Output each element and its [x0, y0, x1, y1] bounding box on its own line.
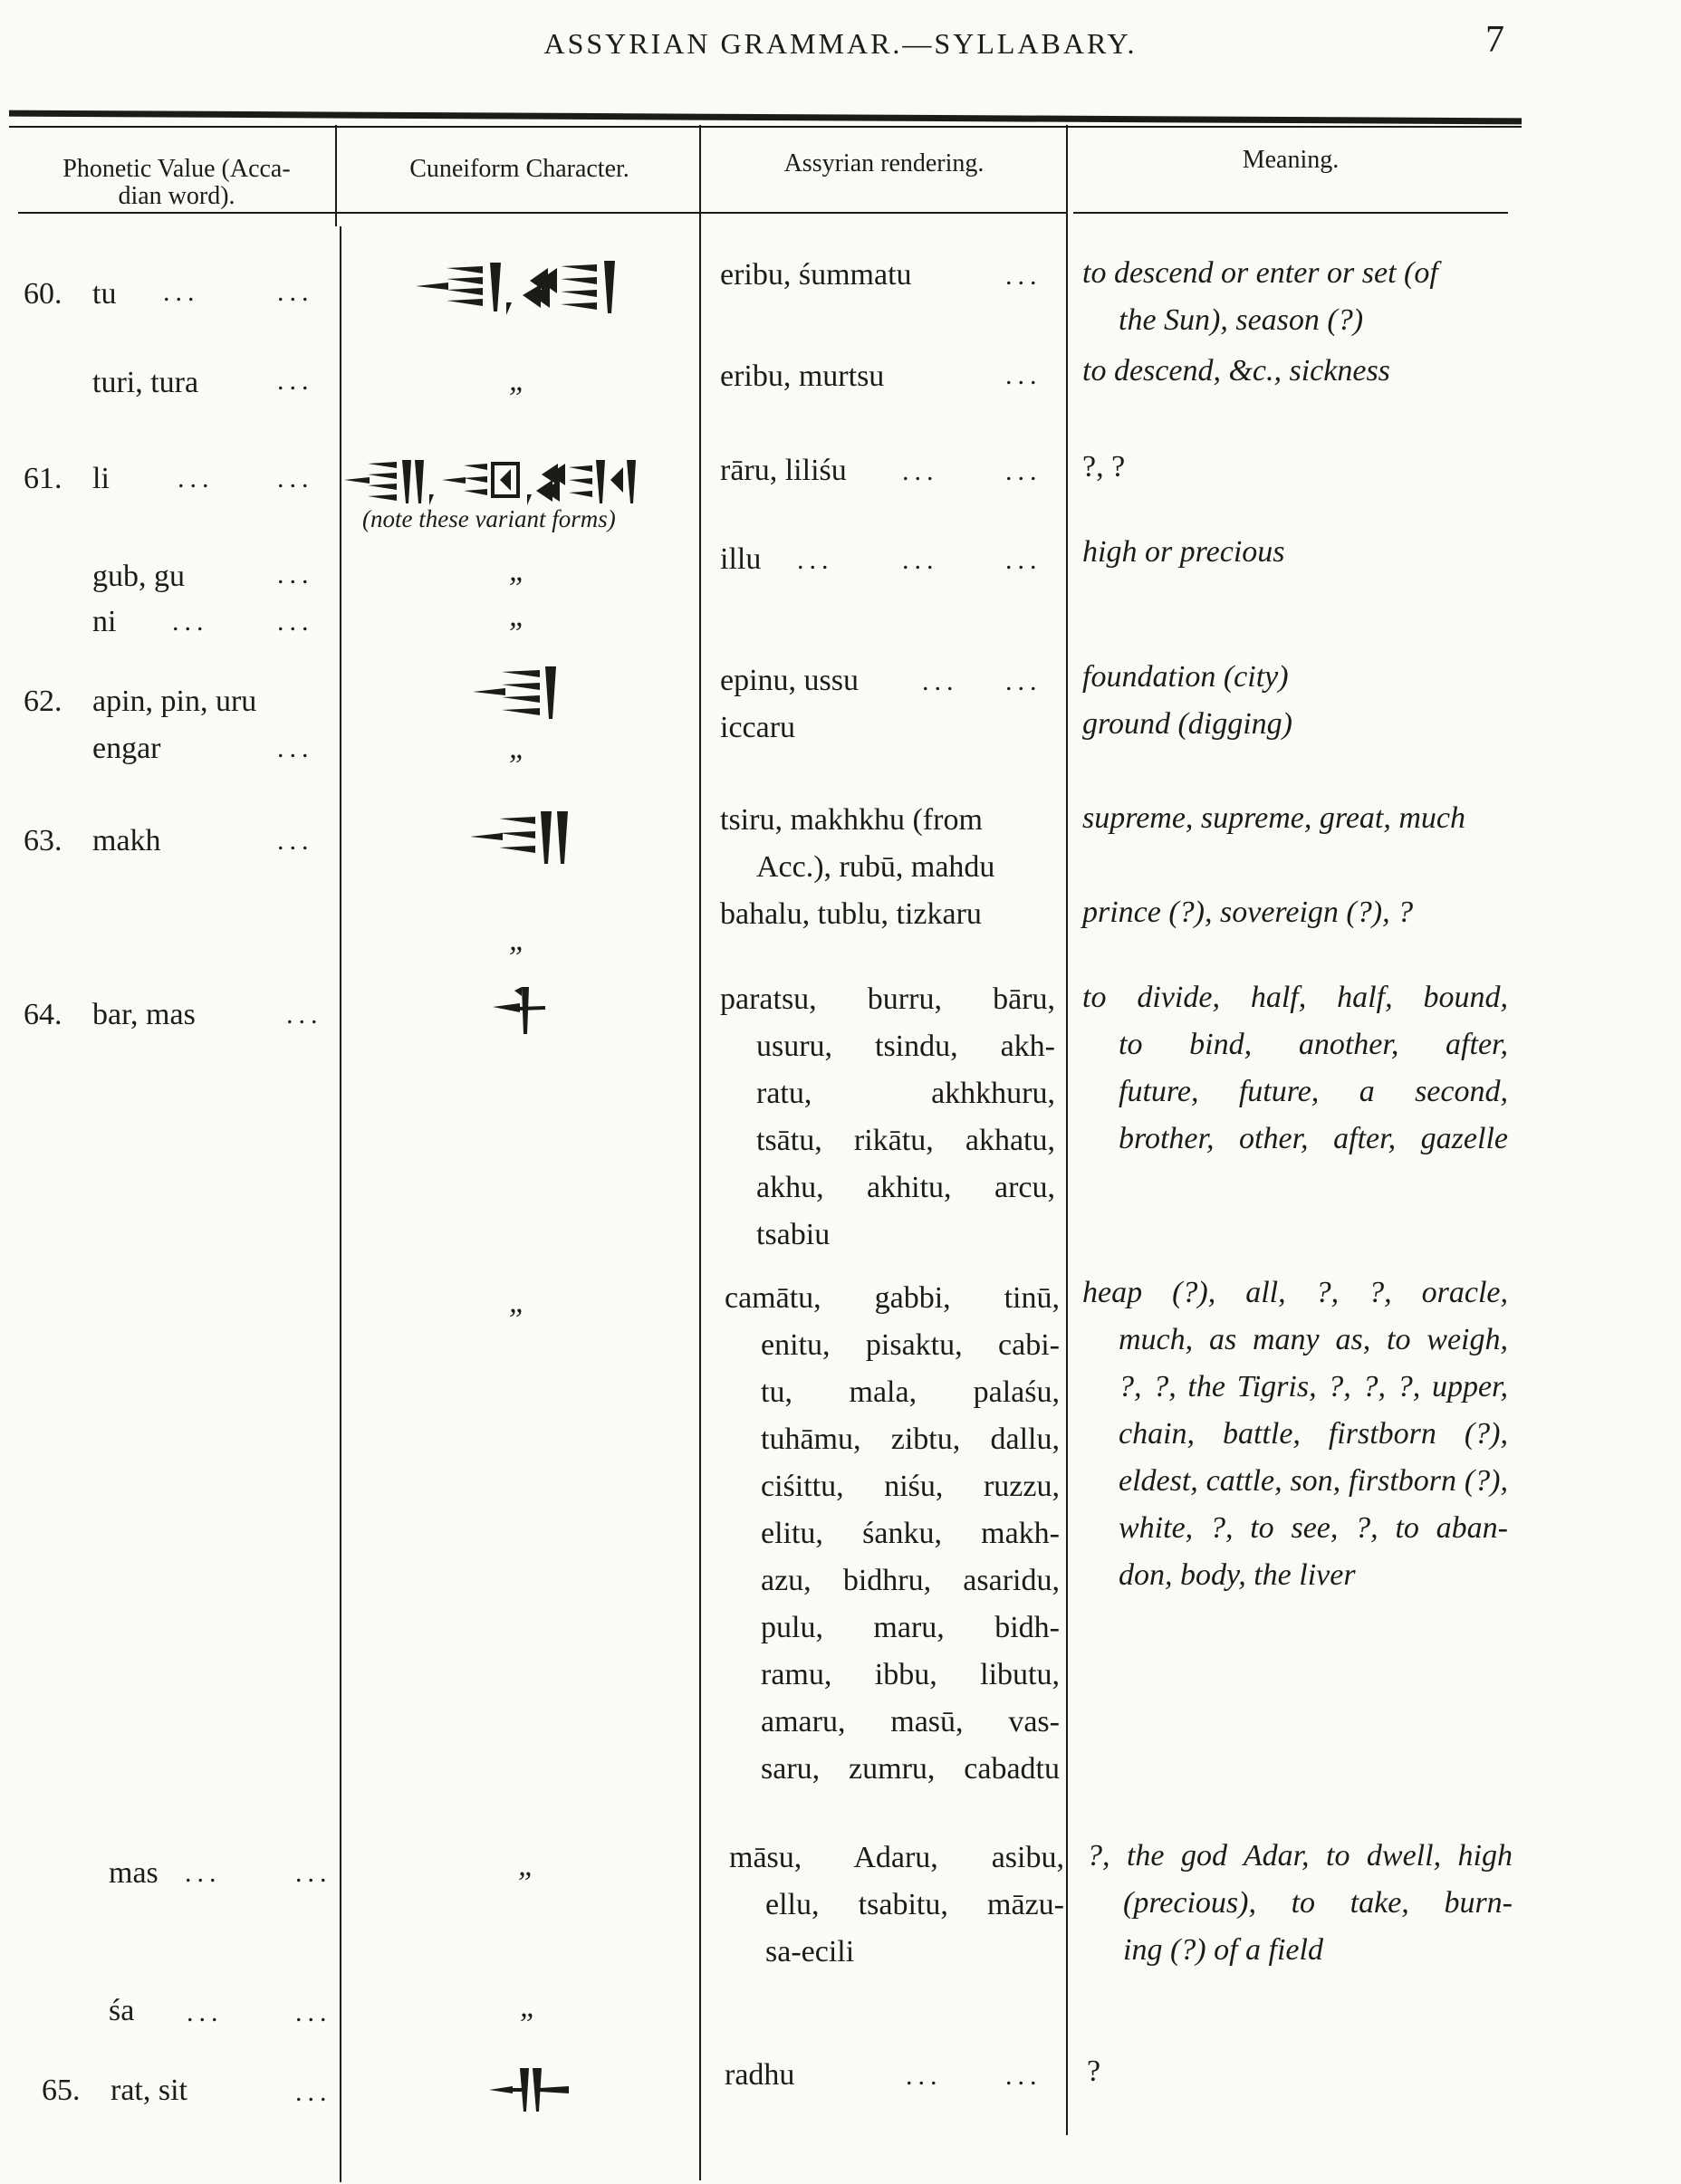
phonetic-entry-64d: śa	[109, 1994, 135, 2027]
ditto-mark: „	[509, 924, 526, 957]
dot-leader: ...	[172, 607, 209, 637]
phonetic-entry-63	[24, 824, 161, 858]
text-line: the Sun), season (?)	[1119, 303, 1364, 337]
phonetic-value: li	[92, 462, 110, 495]
dot-leader: ...	[187, 1997, 224, 2027]
text-line: amaru, masū, vas-	[761, 1705, 1060, 1739]
column-divider-3	[699, 125, 701, 2180]
dot-leader: ...	[1005, 545, 1042, 575]
meaning-64c	[1087, 1833, 1513, 1974]
table-top-rule-thin	[9, 126, 1522, 128]
phonetic-value: makh	[92, 824, 161, 857]
text-line: much, as many as, to weigh,	[1119, 1323, 1508, 1356]
assyrian-rendering-64c	[729, 1834, 1064, 1976]
meaning-61b	[1082, 529, 1508, 576]
dot-leader: ...	[277, 277, 314, 307]
dot-leader: ...	[295, 1858, 332, 1888]
dot-leader: ...	[1005, 666, 1042, 696]
phonetic-entry-62b: engar	[92, 732, 161, 765]
column-header-meaning: Meaning.	[1242, 146, 1340, 174]
meaning-64b	[1082, 1269, 1508, 1599]
text-line: akhu, akhitu, arcu,	[756, 1171, 1055, 1204]
text-line: chain, battle, firstborn (?),	[1119, 1417, 1508, 1451]
text-line: radhu	[725, 2058, 795, 2092]
text-line: ciśittu, niśu, ruzzu,	[761, 1470, 1060, 1503]
entry-number: 65.	[42, 2074, 81, 2107]
text-line: ramu, ibbu, libutu,	[761, 1658, 1060, 1691]
cuneiform-character-64	[489, 983, 552, 1038]
header-underline-assyrian	[701, 212, 1066, 214]
text-line: saru, zumru, cabadtu	[761, 1752, 1060, 1786]
assyrian-rendering-62b	[720, 704, 1055, 752]
dot-leader: ...	[277, 464, 314, 493]
text-line: future, future, a second,	[1119, 1075, 1508, 1108]
column-header-phonetic	[18, 156, 335, 210]
entry-number: 61.	[24, 462, 62, 495]
text-line: ground (digging)	[1082, 707, 1293, 741]
text-line: supreme, supreme, great, much	[1082, 801, 1466, 835]
dot-leader: ...	[902, 456, 939, 486]
ditto-mark: „	[509, 1286, 526, 1319]
text-line: bahalu, tublu, tizkaru	[720, 897, 982, 931]
table-top-rule	[9, 110, 1522, 125]
text-line: heap (?), all, ?, ?, oracle,	[1082, 1276, 1508, 1309]
text-line: usuru, tsindu, akh-	[756, 1030, 1055, 1063]
phonetic-entry-64c: mas	[109, 1856, 158, 1890]
text-line: tsabiu	[756, 1218, 831, 1251]
cuneiform-character-61	[342, 453, 697, 507]
ditto-mark: „	[520, 1990, 537, 2024]
meaning-62	[1082, 654, 1508, 701]
dot-leader: ...	[163, 277, 200, 307]
phonetic-entry-65	[42, 2074, 187, 2108]
page-number: 7	[1485, 19, 1504, 61]
text-line: tsātu, rikātu, akhatu,	[756, 1124, 1055, 1157]
header-underline-meaning	[1073, 212, 1508, 214]
text-line: azu, bidhru, asaridu,	[761, 1564, 1060, 1597]
dot-leader: ...	[1005, 456, 1042, 486]
dot-leader: ...	[277, 560, 314, 589]
text-line: prince (?), sovereign (?), ?	[1082, 896, 1414, 929]
column-header-assyrian: Assyrian rendering.	[783, 149, 985, 177]
entry-number: 63.	[24, 824, 62, 857]
dot-leader: ...	[277, 733, 314, 763]
text-line: ing (?) of a field	[1123, 1933, 1323, 1967]
text-line: enitu, pisaktu, cabi-	[761, 1328, 1060, 1362]
meaning-62b	[1082, 701, 1508, 748]
dot-leader: ...	[286, 1000, 323, 1030]
text-line: white, ?, to see, ?, to aban-	[1119, 1511, 1508, 1545]
text-line: epinu, ussu	[720, 664, 859, 697]
page-header-title: ASSYRIAN GRAMMAR.—SYLLABARY.	[543, 27, 1138, 60]
meaning-63	[1082, 795, 1508, 936]
phonetic-entry-62	[24, 685, 256, 719]
text-line: foundation (city)	[1082, 660, 1289, 694]
phonetic-entry-61b: gub, gu	[92, 560, 185, 593]
column-header-cuneiform: Cuneiform Character.	[409, 155, 629, 183]
text-line: sa-ecili	[765, 1935, 855, 1968]
text-line: don, body, the liver	[1119, 1558, 1356, 1592]
text-line: elitu, śanku, makh-	[761, 1517, 1060, 1550]
column-divider-4	[1066, 125, 1068, 2135]
entry-number: 64.	[24, 998, 62, 1031]
text-line: (precious), to take, burn-	[1123, 1886, 1513, 1920]
phonetic-entry-61c: ni	[92, 605, 117, 638]
phonetic-value: rat, sit	[110, 2074, 187, 2107]
text-line: eldest, cattle, son, firstborn (?),	[1119, 1464, 1508, 1498]
phonetic-value: tu	[92, 277, 117, 311]
text-line: tuhāmu, zibtu, dallu,	[761, 1422, 1060, 1456]
column-header-phonetic-line2: dian word).	[118, 182, 235, 210]
cuneiform-character-65	[485, 2063, 576, 2117]
text-line: Acc.), rubū, mahdu	[756, 850, 995, 884]
text-line: to descend, &c., sickness	[1082, 354, 1390, 388]
text-line: ellu, tsabitu, māzu-	[765, 1888, 1064, 1921]
assyrian-rendering-63	[720, 797, 1055, 938]
text-line: ?, ?	[1082, 450, 1126, 484]
column-header-phonetic-line1: Phonetic Value (Acca-	[62, 155, 291, 183]
assyrian-rendering-64	[720, 976, 1055, 1259]
text-line: ?, ?, the Tigris, ?, ?, ?, upper,	[1119, 1370, 1508, 1403]
entry-number: 60.	[24, 277, 62, 311]
text-line: camātu, gabbi, tinū,	[725, 1281, 1060, 1315]
cuneiform-character-60	[412, 255, 629, 319]
dot-leader: ...	[906, 2061, 943, 2091]
phonetic-value: bar, mas	[92, 998, 196, 1031]
ditto-mark: „	[509, 554, 526, 588]
meaning-64	[1082, 974, 1508, 1163]
meaning-60	[1082, 250, 1508, 344]
text-line: paratsu, burru, bāru,	[720, 982, 1055, 1016]
text-line: māsu, Adaru, asibu,	[729, 1841, 1064, 1874]
phonetic-entry-60	[24, 277, 116, 311]
dot-leader: ...	[277, 826, 314, 856]
text-line: iccaru	[720, 711, 796, 744]
phonetic-entry-64	[24, 998, 196, 1032]
dot-leader: ...	[295, 1997, 332, 2027]
phonetic-value: apin, pin, uru	[92, 685, 257, 718]
text-line: high or precious	[1082, 535, 1285, 569]
cuneiform-character-63	[466, 806, 584, 869]
dot-leader: ...	[277, 366, 314, 396]
header-underline-cuneiform	[337, 212, 699, 214]
ditto-mark: „	[518, 1849, 535, 1882]
text-line: ?, the god Adar, to dwell, high	[1087, 1839, 1513, 1873]
text-line: to divide, half, half, bound,	[1082, 981, 1508, 1014]
dot-leader: ...	[185, 1858, 222, 1888]
ditto-mark: „	[509, 364, 526, 398]
text-line: ratu, akhkhuru,	[756, 1077, 1055, 1110]
text-line: to descend or enter or set (of	[1082, 256, 1438, 290]
phonetic-entry-60b: turi, tura	[92, 366, 199, 399]
text-line: ?	[1087, 2055, 1101, 2088]
text-line: tu, mala, palaśu,	[761, 1375, 1060, 1409]
meaning-65	[1087, 2048, 1513, 2095]
meaning-61	[1082, 444, 1508, 491]
dot-leader: ...	[295, 2077, 332, 2107]
dot-leader: ...	[1005, 360, 1042, 390]
entry-number: 62.	[24, 685, 62, 718]
text-line: eribu, murtsu	[720, 359, 885, 393]
cuneiform-character-62	[469, 661, 569, 724]
text-line: tsiru, makhkhu (from	[720, 803, 983, 837]
dot-leader: ...	[1005, 261, 1042, 291]
column-divider-2	[340, 226, 341, 2182]
text-line: pulu, maru, bidh-	[761, 1611, 1060, 1644]
dot-leader: ...	[1005, 2061, 1042, 2091]
text-line: illu	[720, 542, 762, 576]
text-line: to bind, another, after,	[1119, 1028, 1508, 1061]
meaning-60b	[1082, 348, 1508, 395]
text-line: brother, other, after, gazelle	[1119, 1122, 1508, 1155]
header-underline-phonetic	[18, 212, 335, 214]
ditto-mark: „	[509, 599, 526, 633]
text-line: rāru, liliśu	[720, 454, 847, 487]
ditto-mark: „	[509, 732, 526, 765]
dot-leader: ...	[797, 545, 834, 575]
dot-leader: ...	[922, 666, 959, 696]
dot-leader: ...	[277, 607, 314, 637]
phonetic-entry-61	[24, 462, 110, 496]
variant-forms-note: (note these variant forms)	[362, 505, 616, 532]
assyrian-rendering-64b	[725, 1275, 1060, 1793]
dot-leader: ...	[902, 545, 939, 575]
dot-leader: ...	[178, 464, 215, 493]
text-line: eribu, śummatu	[720, 258, 912, 292]
